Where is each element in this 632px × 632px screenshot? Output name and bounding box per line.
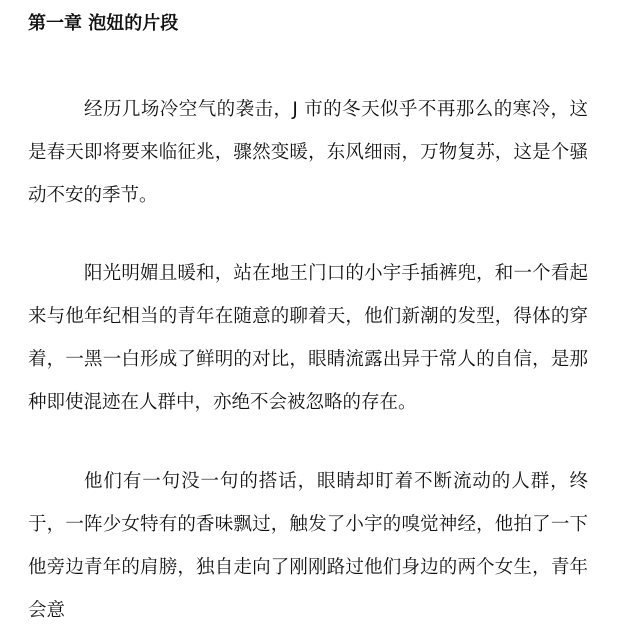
paragraph-3: 他们有一句没一句的搭话，眼睛却盯着不断流动的人群，终于，一阵少女特有的香味飘过，触发了小宇的嗅觉神经，他拍了一下他旁边青年的肩膀，独自走向了刚刚路过他们身边的两个女生，青年会意 bbox=[28, 471, 588, 621]
paragraph-2: 阳光明媚且暖和，站在地王门口的小宇手插裤兜，和一个看起来与他年纪相当的青年在随意的聊着天，他们新潮的发型，得体的穿着，一黑一白形成了鲜明的对比，眼睛流露出异于常人的自信，是那种即使混迹在人群中，亦绝不会被忽略的存在。 bbox=[28, 263, 588, 413]
paragraph-1: 经历几场冷空气的袭击，J 市的冬天似乎不再那么的寒冷，这是春天即将要来临征兆，骤然变暖，东风细雨，万物复苏，这是个骚动不安的季节。 bbox=[28, 99, 588, 206]
chapter-title: 第一章 泡妞的片段 bbox=[28, 13, 179, 34]
